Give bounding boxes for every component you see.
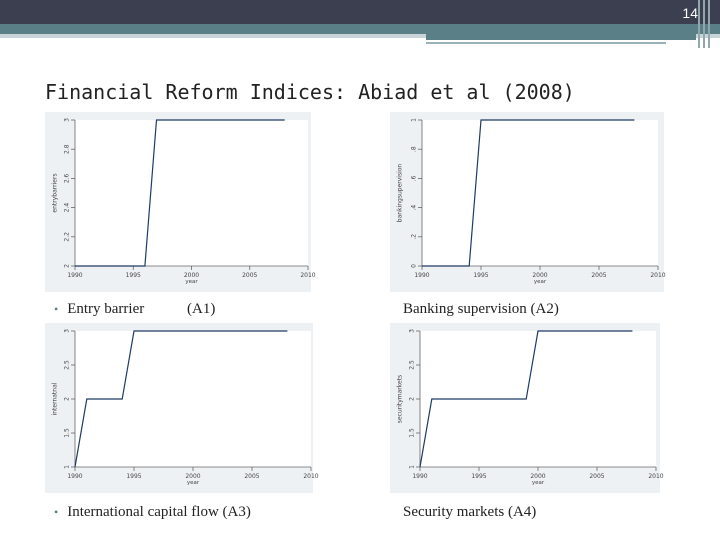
y-tick-label: 1	[410, 118, 418, 122]
x-tick-label: 2005	[589, 473, 605, 480]
slide-title: Financial Reform Indices: Abiad et al (2008)	[45, 80, 575, 104]
y-tick-label: .4	[410, 204, 418, 211]
x-tick-label: 2000	[530, 473, 546, 480]
y-tick-label: 3	[63, 329, 71, 333]
y-axis-label: internatnal	[51, 382, 59, 416]
chart-panel-a4	[390, 323, 664, 493]
bullet-icon: •	[54, 302, 59, 316]
chart-panel-a3	[45, 323, 319, 493]
x-axis-label: year	[531, 480, 545, 486]
accent-bar	[426, 34, 696, 40]
x-tick-label: 1990	[67, 272, 83, 279]
caption-a1-code: (A1)	[187, 301, 216, 317]
chart-entry-barrier	[45, 112, 316, 292]
plot-area	[422, 120, 658, 266]
x-tick-label: 2005	[591, 272, 607, 279]
y-axis-label: securitymarkets	[396, 374, 404, 424]
x-tick-label: 1990	[67, 473, 83, 480]
x-tick-label: 1995	[471, 473, 487, 480]
x-tick-label: 2005	[242, 272, 258, 279]
y-tick-label: .8	[410, 146, 418, 153]
caption-a2: Banking supervision (A2)	[403, 301, 559, 317]
y-tick-label: 2.2	[63, 232, 71, 242]
x-axis-label: year	[185, 279, 198, 285]
x-tick-label: 2010	[303, 473, 319, 480]
x-tick-label: 2000	[183, 272, 200, 279]
caption-a1	[54, 301, 144, 318]
y-tick-label: 2.8	[63, 144, 71, 154]
y-tick-label: 1	[408, 465, 416, 469]
y-tick-label: 2.5	[63, 360, 71, 370]
y-tick-label: 1.5	[408, 428, 416, 438]
bullet-icon: •	[54, 505, 59, 519]
y-tick-label: 1	[63, 465, 71, 469]
y-tick-label: 2	[63, 264, 71, 268]
y-tick-label: 0	[410, 264, 418, 268]
x-tick-label: 1995	[125, 272, 141, 279]
caption-a1-label: Entry barrier	[67, 301, 145, 317]
y-axis-label: bankingsupervision	[396, 163, 404, 223]
y-tick-label: 2.4	[63, 202, 71, 213]
x-tick-label: 2005	[244, 473, 260, 480]
x-tick-label: 1990	[412, 473, 428, 480]
x-tick-label: 2000	[532, 272, 548, 279]
page-number-decoration	[696, 0, 720, 48]
page-number: 14	[682, 5, 698, 21]
y-axis-label: entrybarriers	[51, 173, 59, 213]
plot-area	[75, 120, 308, 266]
chart-panel-a2	[390, 112, 664, 292]
y-tick-label: .2	[410, 233, 418, 240]
top-bar	[0, 0, 720, 24]
y-tick-label: 2	[408, 397, 416, 401]
top-accent-strip	[0, 24, 720, 34]
x-tick-label: 2000	[185, 473, 201, 480]
x-tick-label: 1990	[414, 272, 430, 279]
y-tick-label: .6	[410, 175, 418, 182]
chart-panel-a1	[45, 112, 316, 292]
x-tick-label: 1995	[126, 473, 142, 480]
caption-a3	[54, 504, 251, 521]
x-axis-label: year	[186, 480, 200, 486]
chart-international-capital-flow	[45, 323, 319, 493]
x-axis-label: year	[533, 279, 547, 285]
caption-a3-label: International capital flow (A3)	[67, 504, 251, 520]
y-tick-label: 3	[408, 329, 416, 333]
x-tick-label: 2010	[300, 272, 316, 279]
y-tick-label: 2	[63, 397, 71, 401]
x-tick-label: 2010	[650, 272, 666, 279]
chart-security-markets	[390, 323, 664, 493]
caption-a4: Security markets (A4)	[403, 504, 537, 520]
chart-banking-supervision	[390, 112, 664, 292]
y-tick-label: 2.5	[408, 360, 416, 370]
y-tick-label: 1.5	[63, 428, 71, 438]
x-tick-label: 1995	[473, 272, 489, 279]
y-tick-label: 3	[63, 118, 71, 122]
accent-line	[426, 42, 666, 44]
x-tick-label: 2010	[648, 473, 664, 480]
y-tick-label: 2.6	[63, 173, 71, 184]
